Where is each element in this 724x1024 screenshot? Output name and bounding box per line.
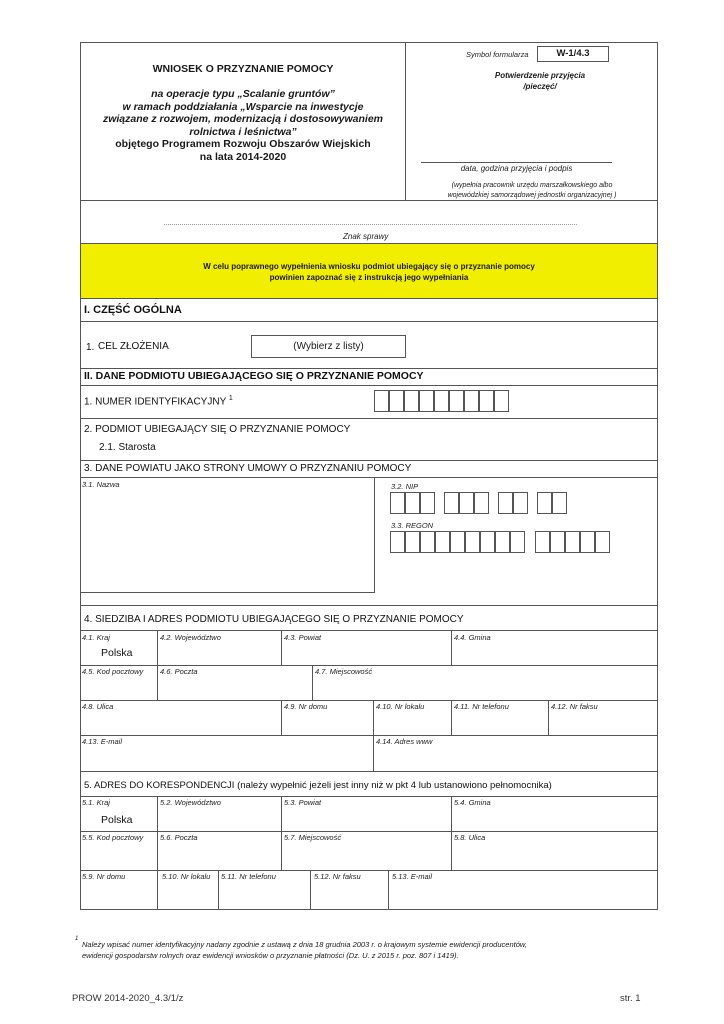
- id-number-label: 1. NUMER IDENTYFIKACYJNY $^1$: [84, 395, 233, 408]
- form-subtitle: na operacje typu „Scalanie gruntów” w ramach poddziałania „Wsparcie na inwestycje związane z rozwojem, modernizacją i dostosowywaniem rolnictwa i leśnictwa”: [102, 88, 384, 138]
- s4-city-label: 4.7. Miejscowość: [315, 667, 373, 676]
- s5-vline: [157, 870, 158, 910]
- header-divider: [405, 42, 406, 200]
- s4-line-d: [80, 735, 658, 736]
- s4-vline: [281, 630, 282, 665]
- id-line: [80, 418, 658, 419]
- form-title: WNIOSEK O PRZYZNANIE POMOCY: [152, 63, 334, 75]
- s4-country-value[interactable]: Polska: [101, 647, 133, 659]
- s4-country-label: 4.1. Kraj: [82, 633, 110, 642]
- s4-vline: [373, 735, 374, 771]
- char-box[interactable]: [494, 390, 509, 412]
- s5-vline: [157, 796, 158, 831]
- office-note: (wypełnia pracownik urzędu marszałkowskiego albo wojewódzkiej samorządowej jednostki organizacyjnej ): [447, 182, 617, 199]
- page-number: str. 1: [620, 993, 641, 1004]
- s5-line-c: [80, 870, 658, 871]
- char-box[interactable]: [420, 492, 435, 514]
- form-program: objętego Programem Rozwoju Obszarów Wiejskich na lata 2014-2020: [115, 138, 371, 163]
- purpose-number: 1.: [86, 342, 95, 353]
- s5-vline: [451, 831, 452, 870]
- s5-house-label: 5.9. Nr domu: [82, 872, 126, 881]
- symbol-value: W-1/4.3: [537, 46, 609, 62]
- county-name-field[interactable]: [80, 477, 375, 593]
- s5-line-a: [80, 796, 658, 797]
- char-box[interactable]: [435, 531, 450, 553]
- section-5-title: 5. ADRES DO KORESPONDENCJI (należy wypełnić jeżeli jest inny niż w pkt 4 lub ustanowiono pełnomocnika): [84, 780, 552, 791]
- s4-voivodeship-label: 4.2. Województwo: [160, 633, 221, 642]
- purpose-select[interactable]: (Wybierz z listy): [251, 335, 406, 358]
- nip-label: 3.2. NIP: [391, 482, 419, 491]
- s4-vline: [157, 665, 158, 700]
- county-label: 3. DANE POWIATU JAKO STRONY UMOWY O PRZYZNANIU POMOCY: [84, 463, 412, 474]
- entity-line: [80, 460, 658, 461]
- char-box[interactable]: [405, 492, 420, 514]
- s5-vline: [388, 870, 389, 910]
- footnote-mark: 1: [75, 936, 79, 942]
- s5-vline: [451, 796, 452, 831]
- s4-fax-label: 4.12. Nr faksu: [551, 702, 598, 711]
- s5-line-b: [80, 831, 658, 832]
- char-box[interactable]: [405, 531, 420, 553]
- s5-country-value[interactable]: Polska: [101, 814, 133, 826]
- s4-house-label: 4.9. Nr domu: [284, 702, 328, 711]
- s5-email-label: 5.13. E-mail: [392, 872, 433, 881]
- section-2-top-line: [80, 368, 658, 369]
- s4-district-label: 4.3. Powiat: [284, 633, 322, 642]
- section-1-line: [80, 321, 658, 322]
- s4-line-c: [80, 700, 658, 701]
- confirmation-label: Potwierdzenie przyjęcia /pieczęć/: [494, 71, 586, 91]
- s4-phone-label: 4.11. Nr telefonu: [454, 702, 509, 711]
- char-box[interactable]: [552, 492, 567, 514]
- char-box[interactable]: [419, 390, 434, 412]
- county-name-label: 3.1. Nazwa: [82, 480, 120, 489]
- char-box[interactable]: [595, 531, 610, 553]
- s5-vline: [157, 831, 158, 870]
- signature-line: [421, 162, 612, 163]
- s5-vline: [281, 796, 282, 831]
- s4-vline: [451, 700, 452, 735]
- char-box[interactable]: [535, 531, 550, 553]
- header-bottom-line: [80, 200, 658, 201]
- s5-vline: [218, 870, 219, 910]
- s5-top-line: [80, 771, 658, 772]
- s4-email-label: 4.13. E-mail: [82, 737, 123, 746]
- char-box[interactable]: [479, 390, 494, 412]
- s4-www-label: 4.14. Adres www: [376, 737, 433, 746]
- purpose-label: CEL ZŁOŻENIA: [98, 341, 169, 352]
- s5-city-label: 5.7. Miejscowość: [284, 833, 342, 842]
- instruction-notice: W celu poprawnego wypełnienia wniosku podmiot ubiegający się o przyznanie pomocy powinien zapoznać się z instrukcją jego wypełniania: [81, 243, 657, 299]
- section-2-line: [80, 385, 658, 386]
- s5-district-label: 5.3. Powiat: [284, 798, 322, 807]
- s4-vline: [548, 700, 549, 735]
- s5-post-label: 5.6. Poczta: [160, 833, 198, 842]
- s4-post-label: 4.6. Poczta: [160, 667, 198, 676]
- char-box[interactable]: [404, 390, 419, 412]
- s5-country-label: 5.1. Kraj: [82, 798, 110, 807]
- s5-vline: [281, 831, 282, 870]
- case-mark-dots: ………………………………………………………………………………………………………………………………………………………………………………………: [163, 220, 577, 227]
- char-box[interactable]: [444, 492, 459, 514]
- s4-vline: [451, 630, 452, 665]
- char-box[interactable]: [550, 531, 565, 553]
- char-box[interactable]: [390, 492, 405, 514]
- s5-commune-label: 5.4. Gmina: [454, 798, 491, 807]
- char-box[interactable]: [537, 492, 552, 514]
- date-signature-label: data, godzina przyjęcia i podpis: [460, 164, 573, 173]
- char-box[interactable]: [510, 531, 525, 553]
- entity-value: 2.1. Starosta: [99, 442, 156, 453]
- entity-label: 2. PODMIOT UBIEGAJĄCY SIĘ O PRZYZNANIE POMOCY: [84, 424, 351, 435]
- char-box[interactable]: [480, 531, 495, 553]
- s5-postcode-label: 5.5. Kod pocztowy: [82, 833, 144, 842]
- char-box[interactable]: [459, 492, 474, 514]
- char-box[interactable]: [580, 531, 595, 553]
- s5-phone-label: 5.11. Nr telefonu: [221, 872, 276, 881]
- char-box[interactable]: [513, 492, 528, 514]
- s5-street-label: 5.8. Ulica: [454, 833, 486, 842]
- s4-flat-label: 4.10. Nr lokalu: [376, 702, 425, 711]
- s4-vline: [312, 665, 313, 700]
- char-box[interactable]: [495, 531, 510, 553]
- s4-street-label: 4.8. Ulica: [82, 702, 114, 711]
- char-box[interactable]: [498, 492, 513, 514]
- symbol-label: Symbol formularza: [466, 50, 529, 59]
- s5-vline: [310, 870, 311, 910]
- section-2-title: II. DANE PODMIOTU UBIEGAJĄCEGO SIĘ O PRZYZNANIE POMOCY: [84, 370, 424, 382]
- char-box[interactable]: [374, 390, 389, 412]
- char-box[interactable]: [434, 390, 449, 412]
- doc-code: PROW 2014-2020_4.3/1/z: [72, 993, 184, 1004]
- s5-voivodeship-label: 5.2. Województwo: [160, 798, 221, 807]
- s4-vline: [373, 700, 374, 735]
- s4-vline: [281, 700, 282, 735]
- char-box[interactable]: [474, 492, 489, 514]
- char-box[interactable]: [420, 531, 435, 553]
- char-box[interactable]: [450, 531, 465, 553]
- section-4-title: 4. SIEDZIBA I ADRES PODMIOTU UBIEGAJĄCEGO SIĘ O PRZYZNANIE POMOCY: [84, 614, 464, 625]
- s4-line-b: [80, 665, 658, 666]
- s4-postcode-label: 4.5. Kod pocztowy: [82, 667, 144, 676]
- s4-line-a: [80, 630, 658, 631]
- char-box[interactable]: [565, 531, 580, 553]
- char-box[interactable]: [449, 390, 464, 412]
- char-box[interactable]: [465, 531, 480, 553]
- char-box[interactable]: [389, 390, 404, 412]
- s4-vline: [157, 630, 158, 665]
- regon-label: 3.3. REGON: [391, 521, 434, 530]
- s5-flat-label: 5.10. Nr lokalu: [162, 872, 211, 881]
- case-mark-label: Znak sprawy: [343, 232, 389, 241]
- char-box[interactable]: [464, 390, 479, 412]
- char-box[interactable]: [390, 531, 405, 553]
- section-4-top-line: [80, 605, 658, 606]
- s5-fax-label: 5.12. Nr faksu: [314, 872, 361, 881]
- footnote: Należy wpisać numer identyfikacyjny nadany zgodnie z ustawą z dnia 18 grudnia 2003 r. o krajowym systemie ewidencji producentów, ewidencji gospodarstw rolnych oraz ewidencji wniosków o przyznanie płatności (Dz. U. z 2015 r. poz. 807 i 1419).: [82, 940, 527, 960]
- section-1-title: I. CZĘŚĆ OGÓLNA: [84, 304, 182, 316]
- s4-commune-label: 4.4. Gmina: [454, 633, 491, 642]
